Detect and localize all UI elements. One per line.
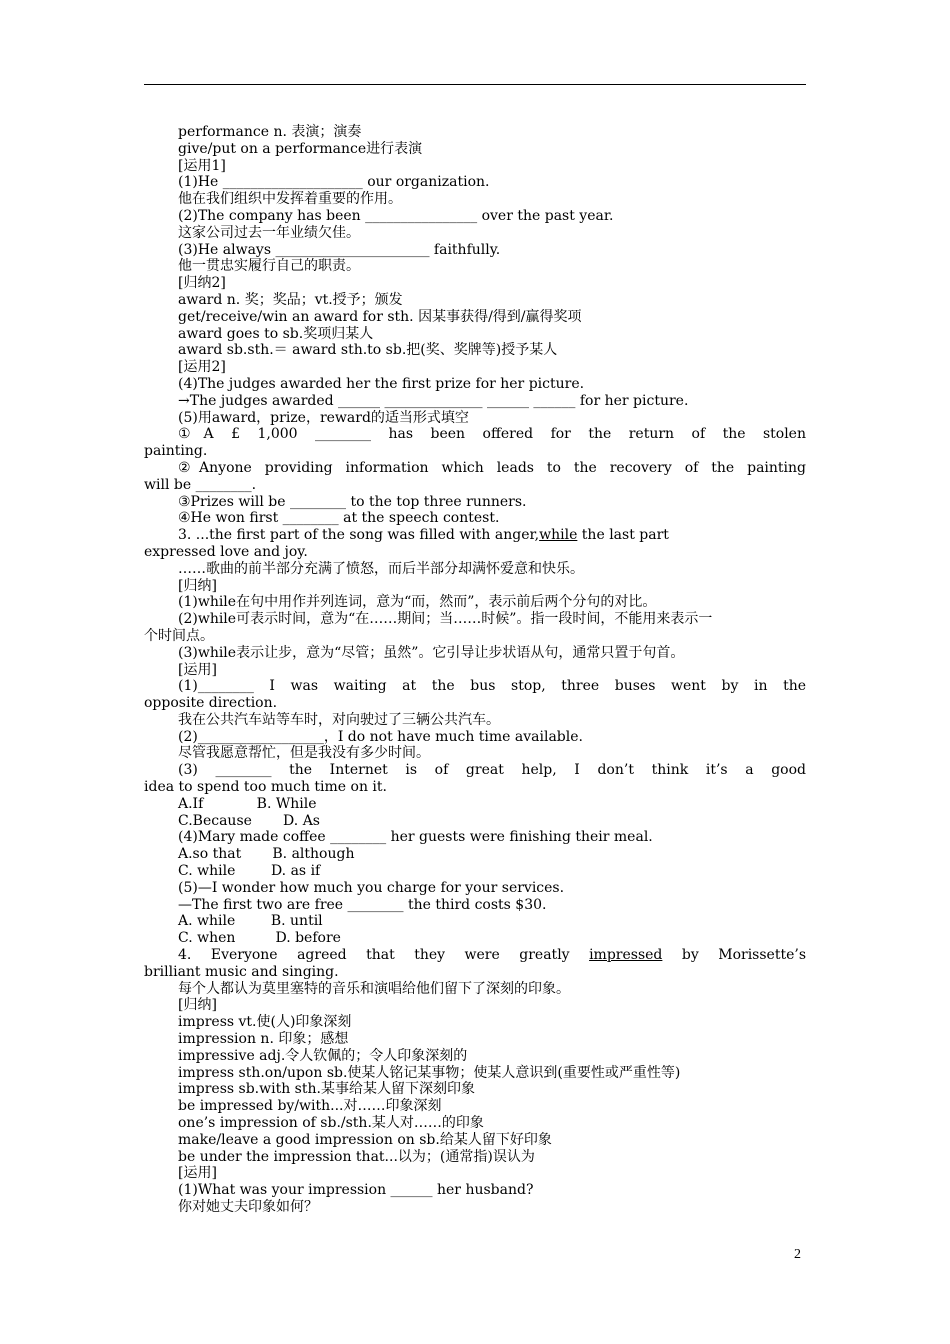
text-line: —The first two are free ________ the third costs $30. (178, 896, 547, 913)
text-line: (2)while可表示时间，意为“在……期间；当……时候”。指一段时间，不能用来表示一 (178, 611, 713, 628)
text-line: →The judges awarded ______ ______________ ______ ______ for her picture. (178, 392, 689, 409)
text-line: 他在我们组织中发挥着重要的作用。 (178, 191, 402, 208)
text-segment: by Morissette’s (662, 947, 807, 964)
option-line: A.If B. While (178, 795, 317, 812)
text-line: [归纳2] (178, 275, 226, 292)
text-line: be impressed by/with...对……印象深刻 (178, 1098, 442, 1115)
text-line: ①A £ 1,000 ________ has been offered for the return of the stolen (178, 426, 806, 443)
text-line: will be ________. (144, 476, 257, 493)
text-line: impress sb.with sth.某事给某人留下深刻印象 (178, 1081, 475, 1098)
text-line: 尽管我愿意帮忙，但是我没有多少时间。 (178, 745, 430, 762)
text-segment: 4. Everyone agreed that they were greatly (178, 947, 570, 964)
text-line: (1)________ I was waiting at the bus stop, three buses went by in the (178, 678, 806, 695)
underlined-word: while (539, 527, 578, 544)
header-rule (144, 84, 806, 85)
text-line: 我在公共汽车站等车时，对向驶过了三辆公共汽车。 (178, 711, 500, 728)
text-line: [运用1] (178, 157, 226, 174)
text-line: award n. 奖；奖品；vt.授予；颁发 (178, 291, 403, 308)
text-line: (2)The company has been ________________ over the past year. (178, 207, 614, 224)
text-line: [运用] (178, 1165, 217, 1182)
text-line: (5)用award，prize，reward的适当形式填空 (178, 409, 469, 426)
page-content (144, 124, 806, 1216)
text-line: performance n. 表演；演奏 (178, 124, 362, 140)
text-line: brilliant music and singing. (144, 963, 339, 980)
text-line: award goes to sb.奖项归某人 (178, 325, 374, 342)
text-line: impress vt.使(人)印象深刻 (178, 1014, 352, 1031)
text-line: (5)—I wonder how much you charge for your services. (178, 879, 565, 896)
text-line: (3) ________ the Internet is of great help, I don’t think it’s a good (178, 762, 806, 779)
text-line: painting. (144, 443, 208, 460)
text-line: get/receive/win an award for sth. 因某事获得/得到/赢得奖项 (178, 308, 582, 325)
text-line: (1)He ____________________ our organization. (178, 174, 490, 191)
page-number: 2 (794, 1247, 801, 1262)
text-line: be under the impression that...以为；(通常指)误认为 (178, 1148, 535, 1165)
text-line: 他一贯忠实履行自己的职责。 (178, 258, 360, 275)
text-segment: 3. ...the first part of the song was filled with anger, (178, 527, 540, 544)
text-line: impressive adj.令人钦佩的；令人印象深刻的 (178, 1047, 468, 1064)
option-line: A. while B. until (178, 913, 323, 930)
text-line: 个时间点。 (144, 627, 214, 644)
text-line: impress sth.on/upon sb.使某人铭记某事物；使某人意识到(重要性或严重性等) (178, 1064, 681, 1081)
text-line: 每个人都认为莫里塞特的音乐和演唱给他们留下了深刻的印象。 (178, 980, 570, 997)
text-line: 你对她丈夫印象如何？ (178, 1199, 318, 1215)
text-line: (3)while表示让步，意为“尽管；虽然”。它引导让步状语从句，通常只置于句首。 (178, 644, 685, 661)
text-line-with-underline (144, 527, 806, 544)
option-line: A.so that B. although (178, 846, 355, 863)
text-line: ④He won first ________ at the speech contest. (178, 510, 500, 527)
text-line: (3)He always ______________________ faithfully. (178, 241, 501, 258)
text-line-with-underline (144, 947, 806, 964)
option-line: C. while D. as if (178, 863, 321, 880)
option-line: C.Because D. As (178, 812, 320, 829)
underlined-word: impressed (589, 947, 663, 964)
text-line: idea to spend too much time on it. (144, 779, 387, 796)
text-line: 这家公司过去一年业绩欠佳。 (178, 224, 360, 241)
text-line: (1)What was your impression ______ her husband? (178, 1182, 534, 1199)
text-line: (1)while在句中用作并列连词，意为“而，然而”，表示前后两个分句的对比。 (178, 594, 657, 611)
text-line: [运用2] (178, 359, 226, 376)
text-line: [归纳] (178, 577, 217, 594)
text-line: ②Anyone providing information which leads to the recovery of the painting (178, 459, 806, 476)
text-line: make/leave a good impression on sb.给某人留下好印象 (178, 1131, 552, 1148)
text-line: ……歌曲的前半部分充满了愤怒，而后半部分却满怀爱意和快乐。 (178, 560, 584, 577)
text-line: ③Prizes will be ________ to the top three runners. (178, 493, 527, 510)
text-line: give/put on a performance进行表演 (178, 140, 423, 157)
text-line: award sb.sth.＝ award sth.to sb.把(奖、奖牌等)授予某人 (178, 342, 558, 359)
option-line: C. when D. before (178, 930, 341, 947)
text-line: one’s impression of sb./sth.某人对……的印象 (178, 1115, 484, 1132)
text-line: opposite direction. (144, 695, 278, 712)
text-line: [归纳] (178, 997, 217, 1014)
text-line: [运用] (178, 661, 217, 678)
text-segment: the last part (577, 527, 669, 544)
text-line: (2)__________________，I do not have much time available. (178, 728, 583, 745)
text-line: (4)Mary made coffee ________ her guests were finishing their meal. (178, 829, 653, 846)
text-line: expressed love and joy. (144, 543, 308, 560)
text-line: impression n. 印象；感想 (178, 1031, 349, 1048)
text-line: (4)The judges awarded her the first prize for her picture. (178, 375, 585, 392)
